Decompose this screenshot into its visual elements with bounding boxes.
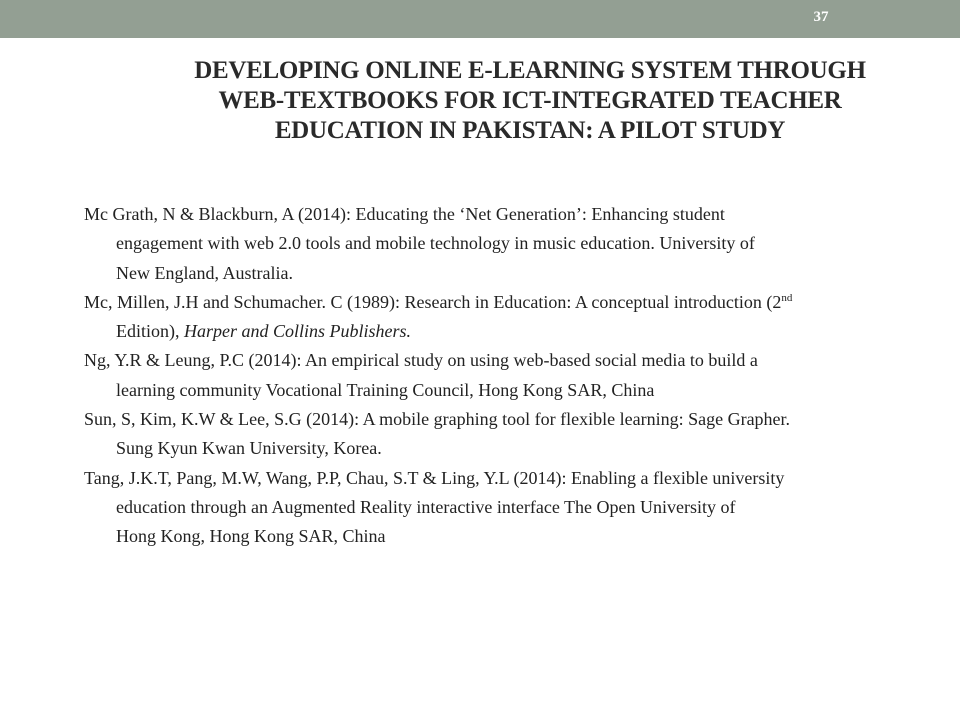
reference-entry — [84, 346, 944, 405]
slide-title — [130, 56, 930, 146]
reference-line: Ng, Y.R & Leung, P.C (2014): An empirical study on using web-based social media to build a — [84, 350, 758, 371]
page-number: 37 — [813, 9, 829, 25]
reference-entry — [84, 200, 944, 288]
publisher-name: Harper and Collins Publishers. — [184, 321, 412, 342]
reference-line — [84, 288, 944, 317]
reference-entry — [84, 464, 944, 552]
reference-line: engagement with web 2.0 tools and mobile technology in music education. University of — [116, 233, 755, 254]
ordinal-superscript: nd — [781, 291, 793, 304]
reference-line: Hong Kong, Hong Kong SAR, China — [116, 526, 386, 547]
reference-entry — [84, 288, 944, 347]
reference-text: Mc, Millen, J.H and Schumacher. C (1989): Research in Education: A conceptual introduction (2 — [84, 291, 782, 312]
reference-line — [84, 317, 944, 346]
title-line: EDUCATION IN PAKISTAN: A PILOT STUDY — [274, 117, 786, 144]
slide-header-bar — [0, 0, 960, 38]
reference-line: New England, Australia. — [116, 262, 293, 283]
reference-line: Sun, S, Kim, K.W & Lee, S.G (2014): A mobile graphing tool for flexible learning: Sage Grapher. — [84, 409, 791, 430]
references-list — [84, 200, 944, 552]
reference-line: Tang, J.K.T, Pang, M.W, Wang, P.P, Chau, S.T & Ling, Y.L (2014): Enabling a flexible university — [84, 467, 785, 488]
reference-line: Mc Grath, N & Blackburn, A (2014): Educating the ‘Net Generation’: Enhancing student — [84, 204, 725, 224]
reference-text: Edition), — [116, 321, 184, 342]
reference-line: education through an Augmented Reality interactive interface The Open University of — [116, 496, 736, 517]
reference-line: learning community Vocational Training Council, Hong Kong SAR, China — [116, 379, 655, 400]
title-line: WEB-TEXTBOOKS FOR ICT-INTEGRATED TEACHER — [218, 87, 842, 114]
reference-entry — [84, 405, 944, 464]
title-line: DEVELOPING ONLINE E-LEARNING SYSTEM THROUGH — [194, 57, 866, 84]
reference-line: Sung Kyun Kwan University, Korea. — [116, 438, 382, 459]
